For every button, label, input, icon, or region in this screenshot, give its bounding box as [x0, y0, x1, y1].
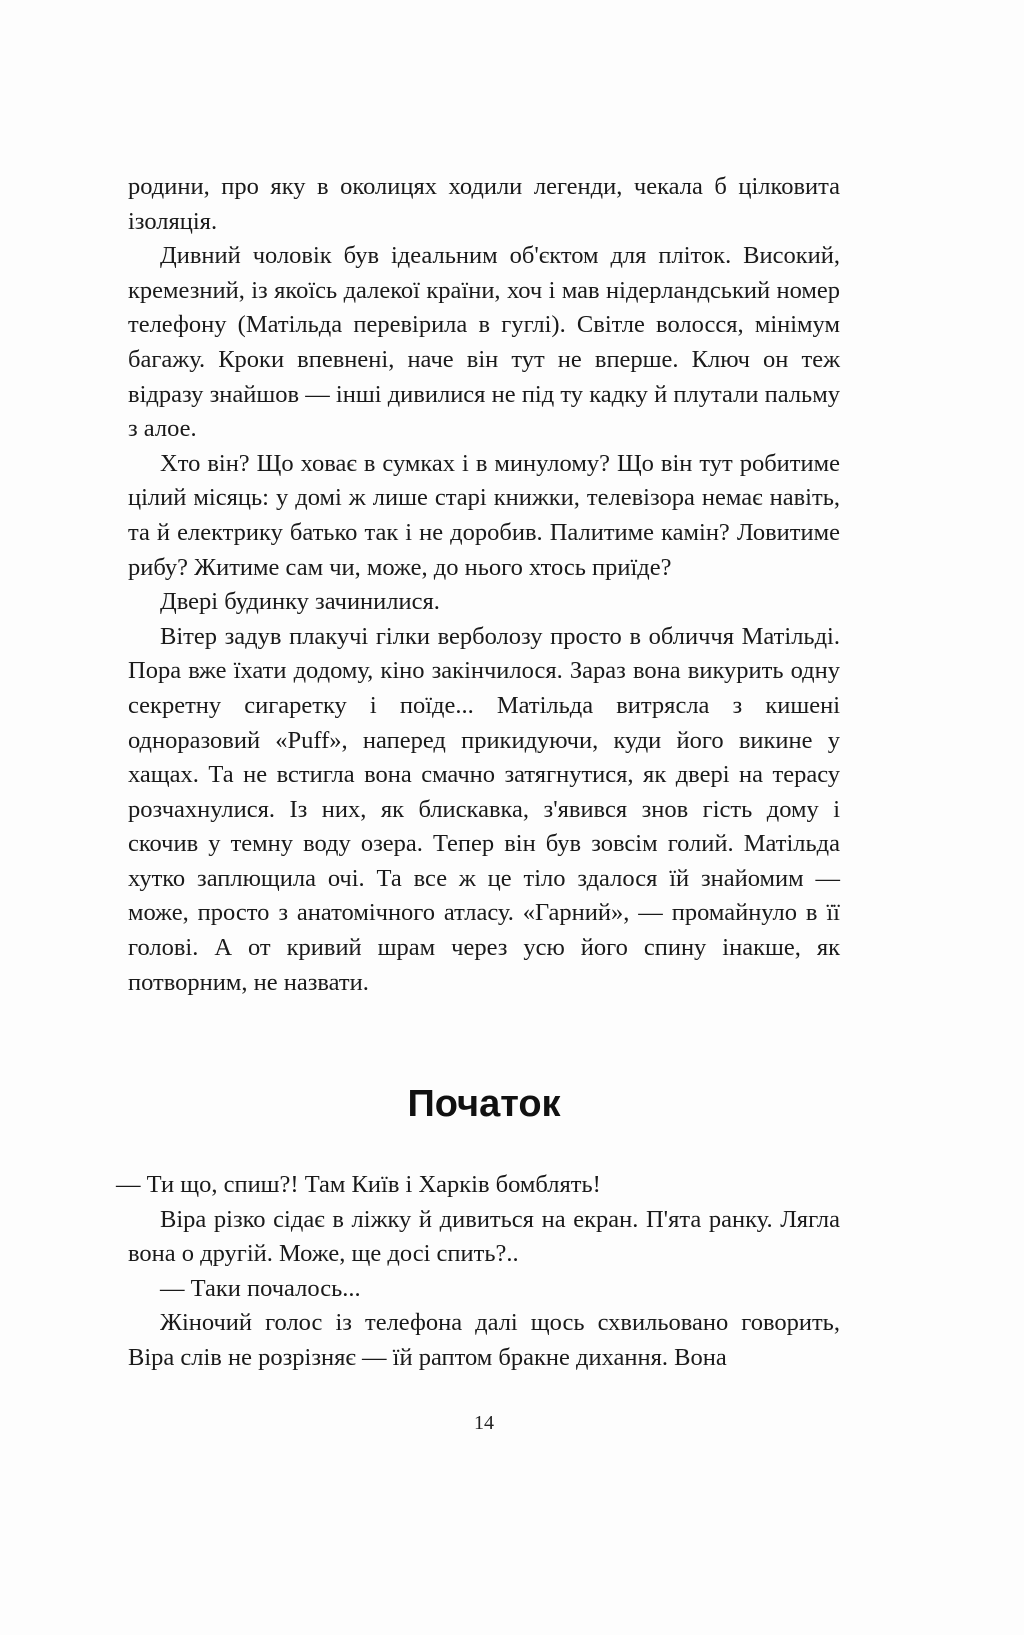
paragraph: Вітер задув плакучі гілки верболозу просто в обличчя Матільді. Пора вже їхати додому, кіно закінчилося. Зараз вона викурить одну секретну сигаретку і поїде... Матільда витрясла з кишені одноразовий «Puff», наперед прикидуючи, куди його викине у хащах. Та не встигла вона смачно затягнутися, як двері на терасу розчахнулися. Із них, як блискавка, з'явився знов гість дому і скочив у темну воду озера. Тепер він був зовсім голий. Матільда хутко заплющила очі. Та все ж це тіло здалося їй знайомим — може, просто з анатомічного атласу. «Гарний», — промайнуло в її голові. А от кривий шрам через усю його спину інакше, як потворним, не назвати.	[128, 622, 840, 996]
page-number: 14	[474, 1412, 494, 1434]
paragraph: Дивний чоловік був ідеальним об'єктом для пліток. Високий, кремезний, із якоїсь далекої країни, хоч і мав нідерландський номер телефону (Матільда перевірила в гуглі). Світле волосся, мінімум багажу. Кроки впевнені, наче він тут не вперше. Ключ он теж відразу знайшов — інші дивилися не під ту кадку й плутали пальму з алое.	[128, 242, 840, 443]
paragraph: родини, про яку в околицях ходили легенди, чекала б цілковита ізоляція.	[128, 173, 840, 235]
paragraph: Жіночий голос із телефона далі щось схвильовано говорить, Віра слів не розрізняє — їй раптом бракне дихання. Вона	[128, 1309, 840, 1371]
paragraph: Віра різко сідає в ліжку й дивиться на екран. П'ята ранку. Лягла вона о другій. Може, ще досі спить?..	[128, 1205, 840, 1268]
section-1-text	[128, 170, 840, 1000]
paragraph: — Таки почалось...	[160, 1274, 361, 1302]
paragraph: Двері будинку зачинилися.	[160, 588, 440, 616]
paragraph: — Ти що, спиш?! Там Київ і Харків бомблять!	[116, 1171, 601, 1198]
paragraph: Хто він? Що ховає в сумках і в минулому? Що він тут робитиме цілий місяць: у домі ж лише старі книжки, телевізора немає навіть, та й електрику батько так і не доробив. Палитиме камін? Ловитиме рибу? Житиме сам чи, може, до нього хтось приїде?	[128, 449, 840, 581]
chapter-heading: Початок	[407, 1083, 561, 1125]
section-2-text	[116, 1168, 840, 1376]
